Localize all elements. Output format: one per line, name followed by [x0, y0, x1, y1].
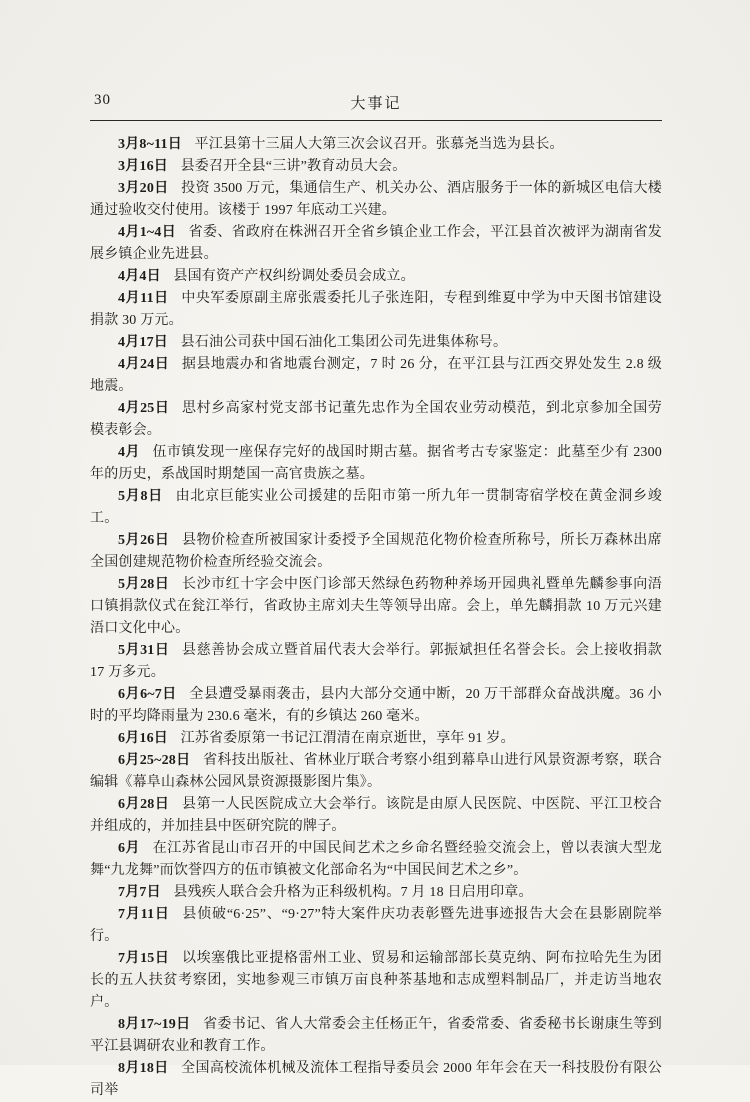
entry-date: 8月18日	[118, 1061, 169, 1076]
entry-text: 县第一人民医院成立大会举行。该院是由原人民医院、中医院、平江卫校合并组成的，并加挂县中医研究院的牌子。	[90, 797, 662, 834]
chronicle-entry	[90, 728, 662, 750]
entry-date: 7月11日	[118, 907, 170, 922]
chronicle-entry	[90, 882, 662, 904]
entry-date: 6月25~28日	[118, 753, 191, 768]
entry-date: 5月31日	[118, 643, 170, 658]
entry-text: 投资 3500 万元，集通信生产、机关办公、酒店服务于一体的新城区电信大楼通过验收交付使用。该楼于 1997 年底动工兴建。	[90, 181, 662, 218]
entry-text: 长沙市红十字会中医门诊部天然绿色药物种养场开园典礼暨单先麟参事向浯口镇捐款仪式在瓮江举行，省政协主席刘夫生等领导出席。会上，单先麟捐款 10 万元兴建浯口文化中心。	[90, 577, 662, 636]
entry-date: 6月28日	[118, 797, 170, 812]
entry-date: 6月16日	[118, 731, 168, 746]
entry-text: 据县地震办和省地震台测定，7 时 26 分，在平江县与江西交界处发生 2.8 级地震。	[90, 357, 662, 394]
chronicle-entry	[90, 266, 662, 288]
entry-text: 全国高校流体机械及流体工程指导委员会 2000 年年会在天一科技股份有限公司举	[90, 1061, 662, 1098]
entry-date: 4月11日	[118, 291, 169, 306]
entry-text: 中央军委原副主席张震委托儿子张连阳，专程到维夏中学为中天图书馆建设捐款 30 万元。	[90, 291, 662, 328]
entry-text: 县残疾人联合会升格为正科级机构。7 月 18 日启用印章。	[173, 885, 533, 900]
entry-date: 4月24日	[118, 357, 170, 372]
entry-date: 5月26日	[118, 533, 170, 548]
chronicle-entry	[90, 750, 662, 794]
entry-text: 由北京巨能实业公司援建的岳阳市第一所九年一贯制寄宿学校在黄金洞乡竣工。	[90, 489, 662, 526]
chronicle-entry	[90, 156, 662, 178]
entry-text: 以埃塞俄比亚提格雷州工业、贸易和运输部部长莫克纳、阿布拉哈先生为团长的五人扶贫考察团，实地参观三市镇万亩良种茶基地和志成塑料制品厂，并走访当地农户。	[90, 951, 662, 1010]
entry-date: 3月20日	[118, 181, 169, 196]
entry-text: 全县遭受暴雨袭击，县内大部分交通中断，20 万干部群众奋战洪魔。36 小时的平均降雨量为 230.6 毫米，有的乡镇达 260 毫米。	[90, 687, 662, 724]
entry-date: 7月15日	[118, 951, 170, 966]
entry-text: 县侦破“6·25”、“9·27”特大案件庆功表彰暨先进事迹报告大会在县影剧院举行。	[90, 907, 663, 944]
entry-text: 县国有资产产权纠纷调处委员会成立。	[173, 269, 415, 284]
entry-date: 4月1~4日	[118, 225, 177, 240]
entry-text: 县委召开全县“三讲”教育动员大会。	[180, 159, 407, 174]
chronicle-entry	[90, 684, 662, 728]
chronicle-entry	[90, 530, 662, 574]
chronicle-entry	[90, 354, 662, 398]
entry-date: 5月28日	[118, 577, 170, 592]
chronicle-entry	[90, 134, 662, 156]
chronicle-entry	[90, 178, 662, 222]
entry-text: 伍市镇发现一座保存完好的战国时期古墓。据省考古专家鉴定：此墓至少有 2300 年的历史，系战国时期楚国一高官贵族之墓。	[90, 445, 662, 482]
entry-date: 8月17~19日	[118, 1017, 191, 1032]
entry-text: 县物价检查所被国家计委授予全国规范化物价检查所称号，所长万森林出席全国创建规范物价检查所经验交流会。	[90, 533, 662, 570]
header-divider	[90, 120, 662, 121]
entry-text: 省科技出版社、省林业厅联合考察小组到幕阜山进行风景资源考察，联合编辑《幕阜山森林公园风景资源摄影图片集》。	[90, 753, 662, 790]
page-number: 30	[94, 92, 111, 108]
entry-text: 省委书记、省人大常委会主任杨正午，省委常委、省委秘书长谢康生等到平江县调研农业和教育工作。	[90, 1017, 662, 1054]
page-title: 大事记	[350, 96, 402, 112]
chronicle-entry	[90, 398, 662, 442]
chronicle-entry	[90, 222, 662, 266]
entry-text: 江苏省委原第一书记江渭清在南京逝世，享年 91 岁。	[180, 731, 515, 746]
entry-date: 7月7日	[118, 885, 161, 900]
entry-date: 5月8日	[118, 489, 164, 504]
entries-list	[90, 134, 662, 1102]
entry-date: 4月25日	[118, 401, 170, 416]
chronicle-entry	[90, 838, 662, 882]
entry-date: 3月8~11日	[118, 137, 182, 152]
chronicle-entry	[90, 442, 662, 486]
entry-date: 6月6~7日	[118, 687, 177, 702]
chronicle-entry	[90, 904, 662, 948]
chronicle-entry	[90, 486, 662, 530]
entry-text: 省委、省政府在株洲召开全省乡镇企业工作会，平江县首次被评为湖南省发展乡镇企业先进县。	[90, 225, 662, 262]
page-header	[90, 92, 662, 116]
entry-text: 县慈善协会成立暨首届代表大会举行。郭振斌担任名誉会长。会上接收捐款 17 万多元。	[90, 643, 662, 680]
entry-date: 4月4日	[118, 269, 161, 284]
chronicle-entry	[90, 332, 662, 354]
entry-date: 6月	[118, 841, 141, 856]
entry-text: 思村乡高家村党支部书记董先忠作为全国农业劳动模范，到北京参加全国劳模表彰会。	[90, 401, 662, 438]
chronicle-entry	[90, 288, 662, 332]
entry-date: 4月	[118, 445, 140, 460]
chronicle-entry	[90, 948, 662, 1014]
entry-date: 3月16日	[118, 159, 168, 174]
chronicle-entry	[90, 1014, 662, 1058]
entry-date: 4月17日	[118, 335, 168, 350]
chronicle-entry	[90, 794, 662, 838]
chronicle-entry	[90, 574, 662, 640]
entry-text: 县石油公司获中国石油化工集团公司先进集体称号。	[180, 335, 508, 350]
chronicle-entry	[90, 640, 662, 684]
entry-text: 平江县第十三届人大第三次会议召开。张慕尧当选为县长。	[194, 137, 564, 152]
entry-text: 在江苏省昆山市召开的中国民间艺术之乡命名暨经验交流会上，曾以表演大型龙舞“九龙舞”而饮誉四方的伍市镇被文化部命名为“中国民间艺术之乡”。	[90, 841, 662, 878]
